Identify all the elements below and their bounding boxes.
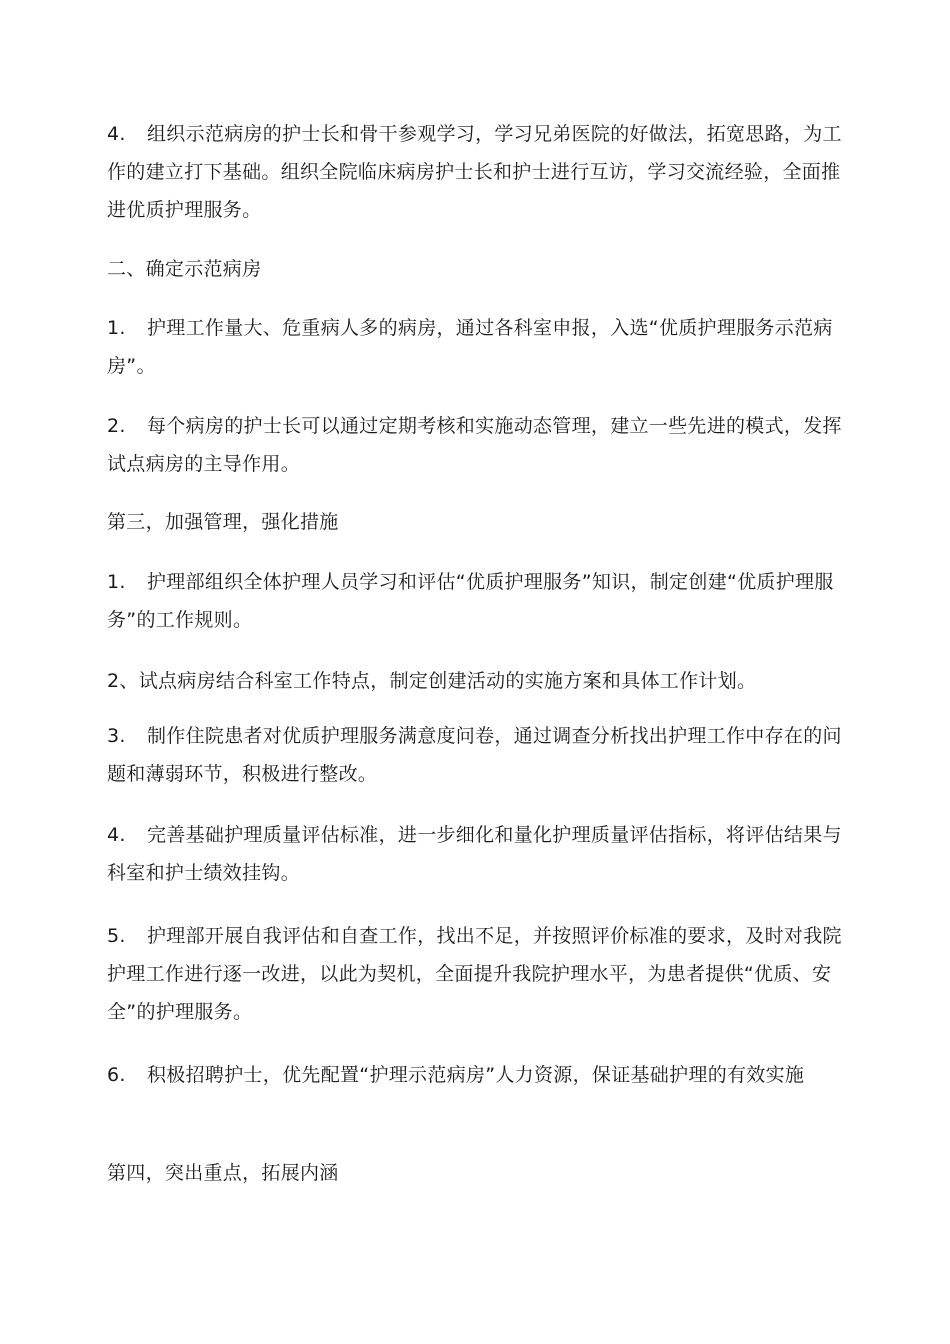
- item-number: 2.: [107, 415, 126, 437]
- paragraph-4-quality-standards: [107, 816, 847, 892]
- section-heading-strengthen-management: 第三，加强管理，强化措施: [107, 511, 339, 533]
- item-number: 6.: [107, 1064, 126, 1086]
- paragraph-2-head-nurse-management: [107, 407, 847, 483]
- paragraph-1-nursing-training: [107, 563, 847, 639]
- paragraph-6-recruit-nurses: [107, 1056, 847, 1094]
- paragraph-5-self-assessment: [107, 917, 847, 1031]
- item-number: 4.: [107, 824, 126, 846]
- paragraph-text: 完善基础护理质量评估标准，进一步细化和量化护理质量评估指标，将评估结果与科室和护士绩效挂钩。: [107, 824, 842, 884]
- item-number: 4.: [107, 123, 126, 145]
- item-number: 1.: [107, 317, 126, 339]
- section-heading-confirm-demo-wards: 二、确定示范病房: [107, 258, 262, 280]
- item-number: 5.: [107, 925, 126, 947]
- paragraph-text: 制作住院患者对优质护理服务满意度问卷，通过调查分析找出护理工作中存在的问题和薄弱环节，积极进行整改。: [107, 725, 842, 785]
- item-number: 3.: [107, 725, 126, 747]
- paragraph-text: 护理部开展自我评估和自查工作，找出不足，并按照评价标准的要求，及时对我院护理工作进行逐一改进，以此为契机，全面提升我院护理水平，为患者提供“优质、安全”的护理服务。: [107, 925, 842, 1023]
- paragraph-text: 每个病房的护士长可以通过定期考核和实施动态管理，建立一些先进的模式，发挥试点病房的主导作用。: [107, 415, 842, 475]
- paragraph-text: 组织示范病房的护士长和骨干参观学习，学习兄弟医院的好做法，拓宽思路，为工作的建立打下基础。组织全院临床病房护士长和护士进行互访，学习交流经验，全面推进优质护理服务。: [107, 123, 842, 221]
- paragraph-4-visit-study: [107, 115, 847, 229]
- paragraph-text: 护理工作量大、危重病人多的病房，通过各科室申报，入选“优质护理服务示范病房”。: [107, 317, 833, 377]
- paragraph-2-pilot-plan: 2、试点病房结合科室工作特点，制定创建活动的实施方案和具体工作计划。: [107, 670, 757, 692]
- item-number: 1.: [107, 571, 126, 593]
- paragraph-1-ward-selection: [107, 309, 847, 385]
- paragraph-text: 护理部组织全体护理人员学习和评估“优质护理服务”知识，制定创建“优质护理服务”的工作规则。: [107, 571, 834, 631]
- section-heading-highlight-focus: 第四，突出重点，拓展内涵: [107, 1162, 339, 1184]
- paragraph-text: 积极招聘护士，优先配置“护理示范病房”人力资源，保证基础护理的有效实施: [147, 1064, 805, 1086]
- paragraph-3-satisfaction-survey: [107, 717, 847, 793]
